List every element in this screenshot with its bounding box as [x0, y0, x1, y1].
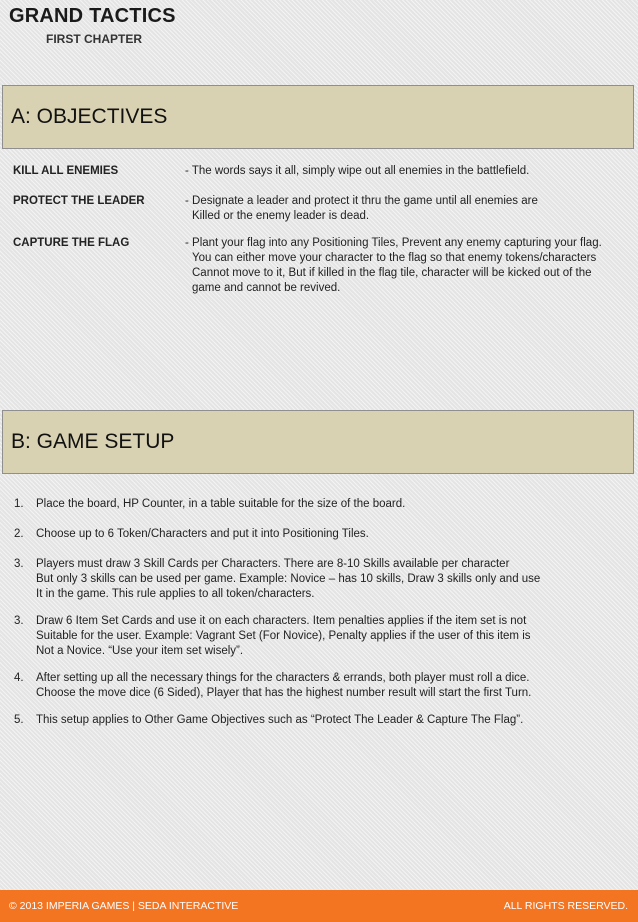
step-text	[36, 713, 626, 728]
objective-line: - Designate a leader and protect it thru the game until all enemies are	[185, 195, 538, 207]
objective-line: - Plant your flag into any Positioning Tiles, Prevent any enemy capturing your flag.	[185, 237, 602, 249]
objective-name: KILL ALL ENEMIES	[13, 165, 119, 177]
step-number: 1.	[14, 498, 24, 510]
objective-name: CAPTURE THE FLAG	[13, 237, 130, 249]
objective-line: game and cannot be revived.	[192, 282, 341, 294]
step-text	[36, 527, 626, 542]
objective-description	[185, 164, 625, 179]
step-number: 3.	[14, 558, 24, 570]
step-line: Choose up to 6 Token/Characters and put it into Positioning Tiles.	[36, 528, 369, 540]
step-number: 2.	[14, 528, 24, 540]
step-line: After setting up all the necessary things for the characters & errands, both player must roll a dice.	[36, 672, 530, 684]
section-a-heading: A: OBJECTIVES	[11, 105, 168, 128]
section-b-header	[2, 410, 634, 474]
step-line: Not a Novice. “Use your item set wisely”.	[36, 645, 244, 657]
step-line: Players must draw 3 Skill Cards per Characters. There are 8-10 Skills available per character	[36, 558, 510, 570]
objective-description	[185, 194, 625, 224]
copyright-text: © 2013 IMPERIA GAMES | SEDA INTERACTIVE	[9, 900, 239, 912]
objective-line: Killed or the enemy leader is dead.	[192, 210, 370, 222]
objective-description	[185, 236, 625, 296]
footer-bar	[0, 890, 638, 922]
step-line: It in the game. This rule applies to all token/characters.	[36, 588, 315, 600]
step-line: Suitable for the user. Example: Vagrant Set (For Novice), Penalty applies if the user of this item is	[36, 630, 531, 642]
step-text	[36, 671, 626, 701]
document-title: GRAND TACTICS	[9, 5, 176, 27]
document-subtitle: FIRST CHAPTER	[46, 32, 142, 46]
section-b-heading: B: GAME SETUP	[11, 430, 175, 453]
step-line: Choose the move dice (6 Sided), Player that has the highest number result will start the first Turn.	[36, 687, 532, 699]
rights-text: ALL RIGHTS RESERVED.	[503, 900, 628, 912]
step-text	[36, 497, 626, 512]
step-text	[36, 614, 626, 659]
step-number: 5.	[14, 714, 24, 726]
step-line: Draw 6 Item Set Cards and use it on each characters. Item penalties applies if the item set is not	[36, 615, 527, 627]
step-text	[36, 557, 626, 602]
objective-name: PROTECT THE LEADER	[13, 195, 145, 207]
section-a-header	[2, 85, 634, 149]
step-line: This setup applies to Other Game Objectives such as “Protect The Leader & Capture The Flag”.	[36, 714, 524, 726]
objective-line: - The words says it all, simply wipe out all enemies in the battlefield.	[185, 165, 530, 177]
step-line: Place the board, HP Counter, in a table suitable for the size of the board.	[36, 498, 406, 510]
step-number: 3.	[14, 615, 24, 627]
objective-line: Cannot move to it, But if killed in the flag tile, character will be kicked out of the	[192, 267, 592, 279]
step-number: 4.	[14, 672, 24, 684]
objective-line: You can either move your character to the flag so that enemy tokens/characters	[192, 252, 597, 264]
step-line: But only 3 skills can be used per game. Example: Novice – has 10 skills, Draw 3 skills only and use	[36, 573, 541, 585]
